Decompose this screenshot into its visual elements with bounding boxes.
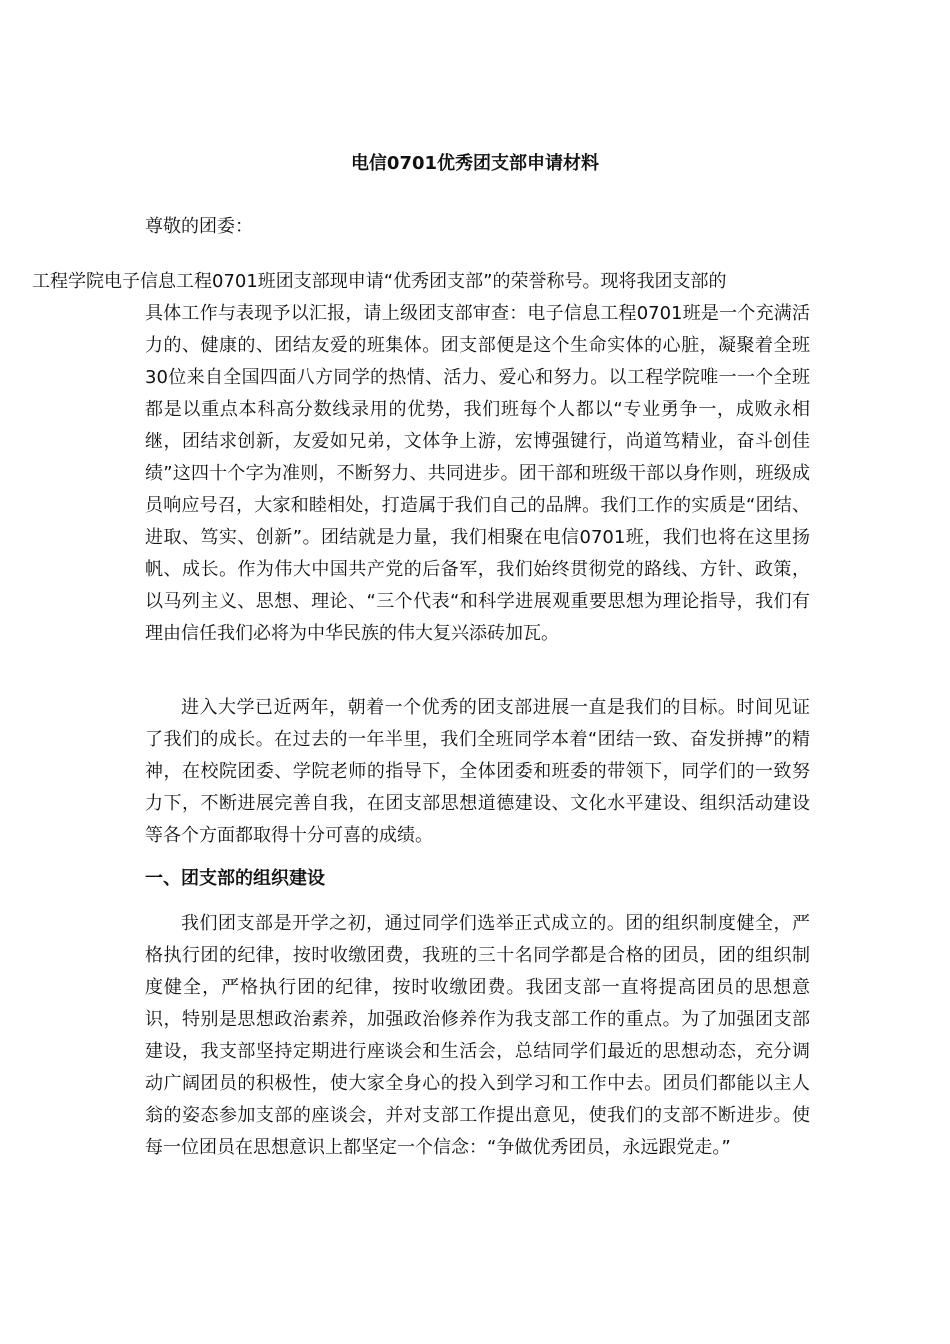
paragraph-organization: 我们团支部是开学之初，通过同学们选举正式成立的。团的组织制度健全，严格执行团的纪律，按时收缴团费，我班的三十名同学都是合格的团员，团的组织制度健全，严格执行团的纪律，按时收缴团费。我团支部一直将提高团员的思想意识，特别是思想政治素养，加强政治修养作为我支部工作的重点。为了加强团支部建设，我支部坚持定期进行座谈会和生活会，总结同学们最近的思想动态，充分调动广阔团员的积极性，使大家全身心的投入到学习和工作中去。团员们都能以主人翁的姿态参加支部的座谈会，并对支部工作提出意见，使我们的支部不断进步。使每一位团员在思想意识上都坚定一个信念：“争做优秀团员，永远跟党走。” bbox=[145, 913, 810, 1158]
document-title: 电信0701优秀团支部申请材料 bbox=[350, 153, 600, 174]
paragraph-progress: 进入大学已近两年，朝着一个优秀的团支部进展一直是我们的目标。时间见证了我们的成长。在过去的一年半里，我们全班同学本着“团结一致、奋发拼搏”的精神，在校院团委、学院老师的指导下，全体团委和班委的带领下，同学们的一致努力下，不断进展完善自我，在团支部思想道德建设、文化水平建设、组织活动建设等各个方面都取得十分可喜的成绩。 bbox=[145, 697, 810, 846]
paragraph-application bbox=[32, 266, 810, 650]
paragraph-application-lead: 工程学院电子信息工程0701班团支部现申请“优秀团支部”的荣誉称号。现将我团支部的 bbox=[32, 271, 727, 292]
section-heading-organization: 一、团支部的组织建设 bbox=[145, 868, 325, 889]
paragraph-application-body: 具体工作与表现予以汇报，请上级团支部审查：电子信息工程0701班是一个充满活力的、健康的、团结友爱的班集体。团支部便是这个生命实体的心脏，凝聚着全班30位来自全国四面八方同学的热情、活力、爱心和努力。以工程学院唯一一个全班都是以重点本科高分数线录用的优势，我们班每个人都以“专业勇争一，成败永相继，团结求创新，友爱如兄弟，文体争上游，宏博强键行，尚道笃精业，奋斗创佳绩”这四十个字为准则，不断努力、共同进步。团干部和班级干部以身作则，班级成员响应号召，大家和睦相处，打造属于我们自己的品牌。我们工作的实质是“团结、进取、笃实、创新”。团结就是力量，我们相聚在电信0701班，我们也将在这里扬帆、成长。作为伟大中国共产党的后备军，我们始终贯彻党的路线、方针、政策，以马列主义、思想、理论、“三个代表“和科学进展观重要思想为理论指导，我们有理由信任我们必将为中华民族的伟大复兴添砖加瓦。 bbox=[145, 303, 810, 644]
salutation: 尊敬的团委： bbox=[145, 216, 253, 237]
